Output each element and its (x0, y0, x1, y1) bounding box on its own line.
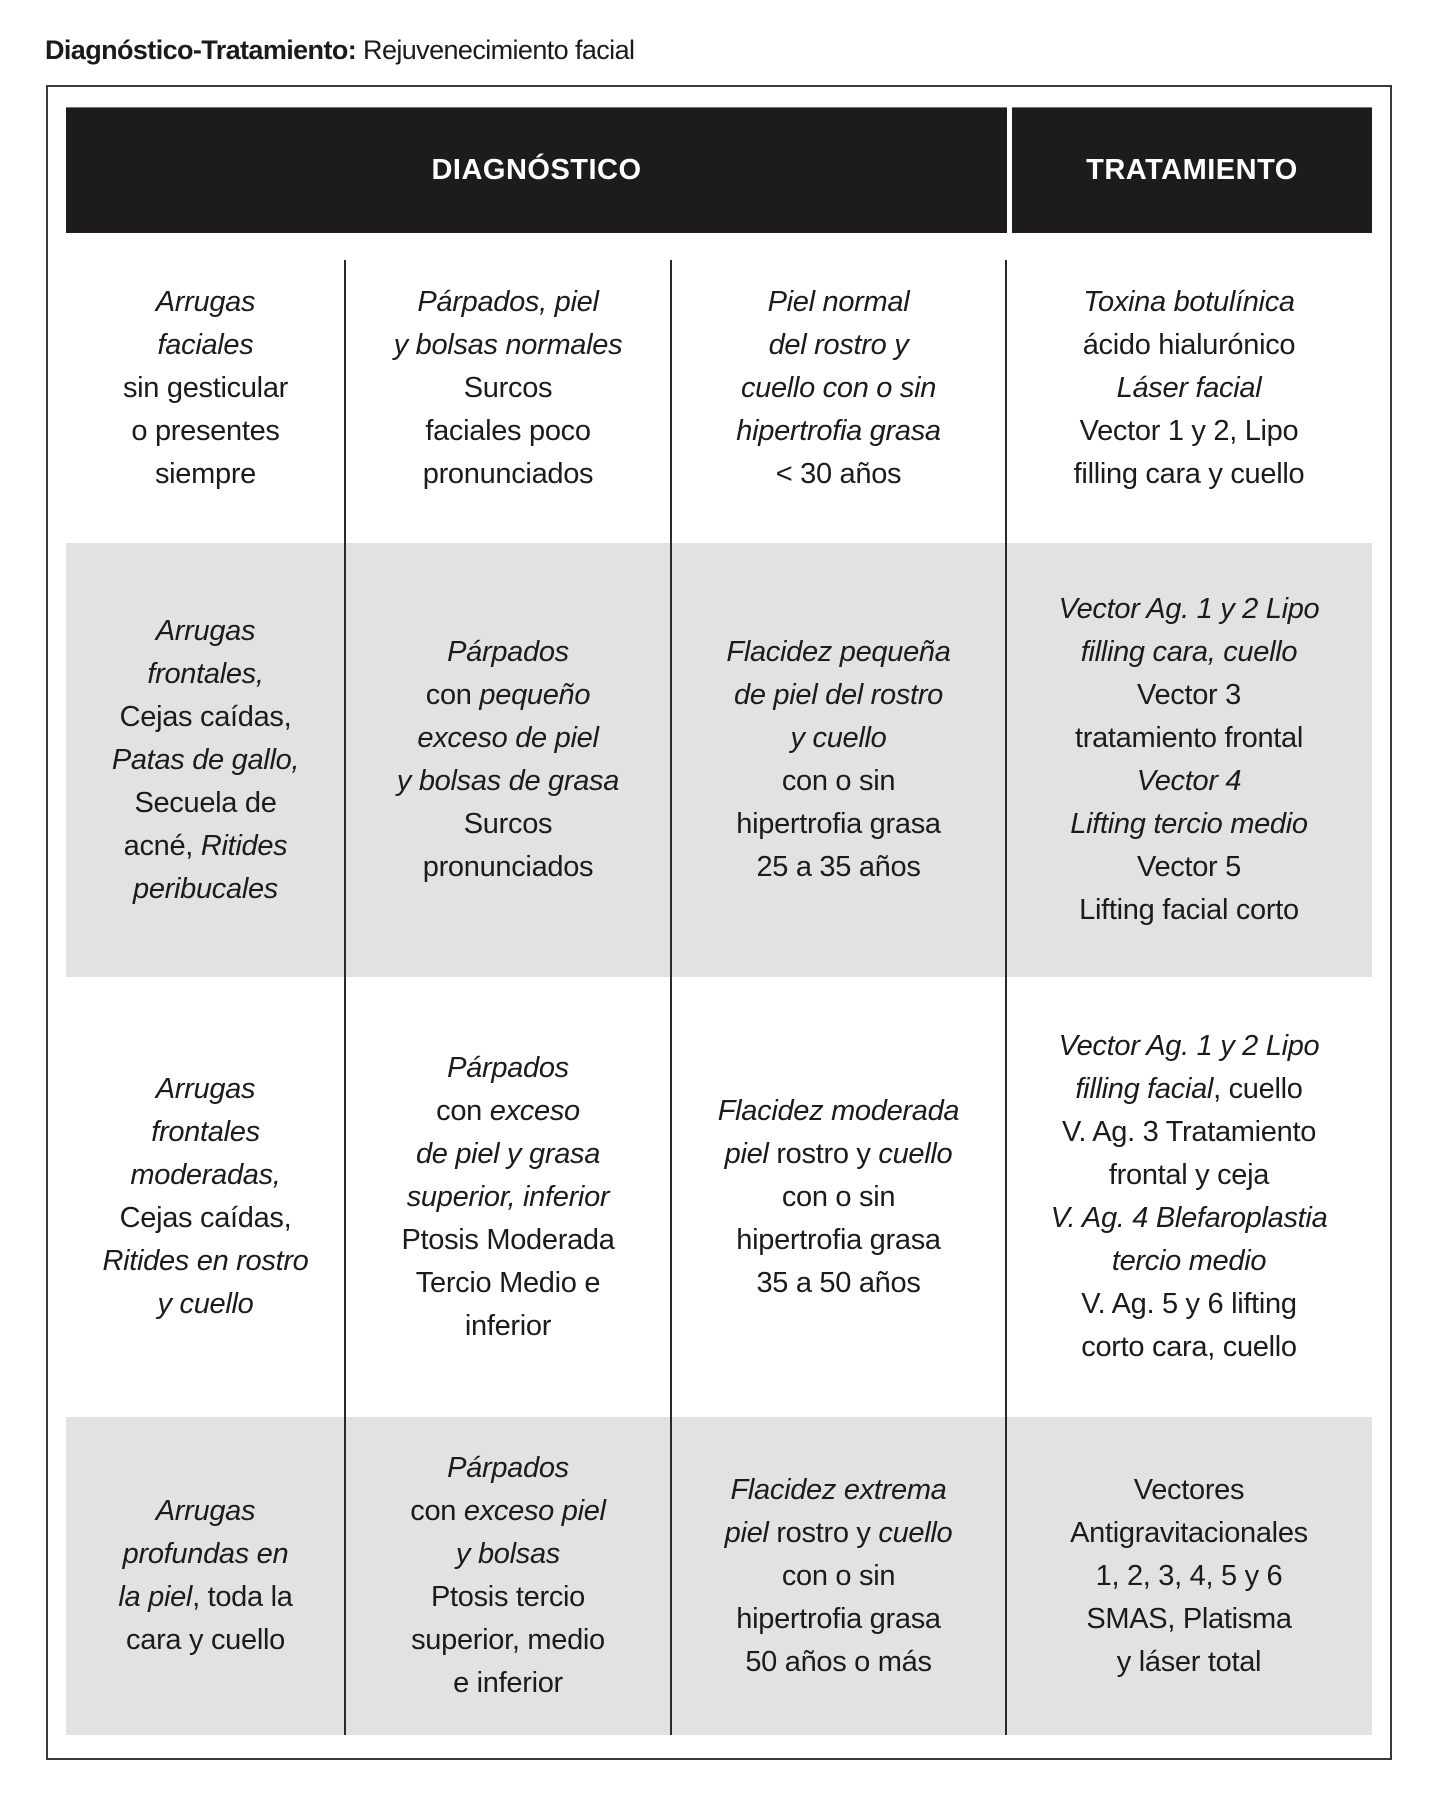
regular-text: Vector 5 (1137, 851, 1241, 883)
cell-line (133, 868, 278, 911)
table-cell-col-arrugas (66, 543, 345, 977)
cell-line (126, 1619, 285, 1662)
regular-text: con (410, 1495, 464, 1527)
document-title (45, 33, 634, 67)
cell-line (394, 324, 623, 367)
table-cell-col-piel (671, 233, 1006, 543)
regular-text: frontal y ceja (1108, 1159, 1270, 1191)
cell-line (1062, 1111, 1316, 1154)
italic-text: Arrugas (155, 285, 256, 318)
regular-text: V. Ag. 5 y 6 lifting (1081, 1288, 1297, 1320)
italic-text: Vector Ag. 1 y 2 Lipo (1058, 1030, 1320, 1062)
italic-text: Párpados (447, 636, 569, 668)
cell-line (1137, 846, 1241, 889)
cell-line (416, 1262, 600, 1305)
italic-text: y cuello (157, 1288, 254, 1320)
regular-text: acné, (123, 829, 201, 862)
regular-text: Vector 1 y 2, Lipo (1079, 414, 1299, 447)
italic-text: Ritides (200, 829, 288, 862)
table-cell-col-parpados (345, 233, 671, 543)
regular-text: o presentes (131, 414, 280, 447)
cell-line (1117, 1641, 1261, 1684)
cell-line (1096, 1555, 1283, 1598)
cell-line (416, 1133, 600, 1176)
cell-line (431, 1576, 585, 1619)
cell-line (156, 1490, 255, 1533)
italic-text: filling cara, cuello (1080, 636, 1298, 668)
italic-text: Vector 4 (1136, 765, 1242, 797)
cell-line (156, 610, 255, 653)
italic-text: y bolsas de grasa (396, 765, 620, 797)
cell-line (1112, 1240, 1266, 1283)
italic-text: de piel y grasa (415, 1137, 601, 1170)
cell-line (782, 760, 895, 803)
cell-line (782, 1176, 895, 1219)
italic-text: Párpados (447, 1452, 569, 1484)
italic-text: de piel del rostro (734, 679, 943, 711)
cell-line (156, 1068, 255, 1111)
table-cell-col-parpados (345, 977, 671, 1417)
cell-line (768, 281, 910, 324)
cell-line (464, 367, 552, 410)
cell-line (734, 674, 943, 717)
cell-line (158, 324, 254, 367)
regular-text: corto cara, cuello (1081, 1331, 1297, 1363)
regular-text: siempre (154, 457, 257, 490)
cell-line (120, 696, 292, 739)
regular-text: 1, 2, 3, 4, 5 y 6 (1095, 1559, 1283, 1592)
regular-text: rostro y (776, 1516, 879, 1549)
cell-line (102, 1240, 308, 1283)
regular-text: rostro y (776, 1137, 879, 1170)
table-cell-col-piel (671, 977, 1006, 1417)
regular-text: con o sin (781, 765, 896, 797)
table-cell-col-arrugas (66, 977, 345, 1417)
regular-text: 35 a 50 años (756, 1266, 921, 1299)
italic-text: hipertrofia grasa (736, 414, 941, 447)
table-cell-col-arrugas (66, 1417, 345, 1735)
regular-text: con o sin (781, 1559, 896, 1592)
italic-text: la piel (118, 1581, 193, 1613)
cell-line (736, 410, 940, 453)
cell-line (456, 1533, 560, 1576)
cell-line (1080, 410, 1299, 453)
cell-line (731, 1469, 947, 1512)
cell-line (425, 410, 590, 453)
cell-line (417, 281, 598, 324)
regular-text: Ptosis Moderada (401, 1223, 615, 1256)
header-tratamiento (1012, 107, 1372, 233)
cell-line (782, 1555, 895, 1598)
title-subject: Rejuvenecimiento facial (356, 35, 635, 65)
regular-text: Surcos (463, 808, 553, 840)
italic-text: cuello con o sin (740, 371, 937, 404)
italic-text: Arrugas (155, 1495, 256, 1527)
header-diagnostico (66, 107, 1007, 233)
italic-text: exceso piel (463, 1495, 606, 1527)
cell-line (756, 846, 920, 889)
regular-text: , cuello (1213, 1073, 1303, 1105)
table-cell-col-parpados (345, 1417, 671, 1735)
regular-text: Tercio Medio e (415, 1266, 601, 1299)
table-cell-col-tratamiento (1006, 1417, 1372, 1735)
cell-line (1086, 1598, 1291, 1641)
italic-text: Láser facial (1116, 371, 1262, 404)
cell-line (776, 453, 902, 496)
regular-text: Cejas caídas, (119, 1202, 292, 1234)
cell-line (1137, 674, 1241, 717)
cell-line (120, 1197, 292, 1240)
regular-text: con (436, 1094, 490, 1127)
cell-line (1083, 281, 1294, 324)
italic-text: Flacidez extrema (730, 1473, 947, 1506)
italic-text: exceso de piel (417, 722, 599, 754)
cell-line (718, 1090, 960, 1133)
italic-text: Piel normal (767, 285, 910, 318)
regular-text: inferior (464, 1309, 552, 1342)
cell-line (436, 1090, 580, 1133)
cell-line (1081, 1283, 1296, 1326)
cell-line (1070, 1512, 1308, 1555)
cell-line (423, 846, 594, 889)
cell-line (745, 1641, 931, 1684)
cell-line (134, 782, 276, 825)
cell-line (725, 1512, 953, 1555)
regular-text: Ptosis tercio (430, 1581, 586, 1613)
italic-text: cuello (878, 1516, 953, 1549)
italic-text: piel (724, 1137, 777, 1170)
cell-line (410, 1490, 605, 1533)
regular-text: pronunciados (422, 457, 594, 490)
regular-text: Lifting facial corto (1079, 894, 1299, 926)
italic-text: y cuello (790, 722, 887, 754)
table-cell-col-tratamiento (1006, 543, 1372, 977)
italic-text: piel (724, 1516, 777, 1549)
cell-line (447, 631, 569, 674)
italic-text: Toxina botulínica (1083, 285, 1295, 318)
italic-text: peribucales (132, 872, 278, 905)
italic-text: V. Ag. 4 Blefaroplastia (1050, 1202, 1328, 1234)
regular-text: con o sin (781, 1180, 896, 1213)
regular-text: e inferior (453, 1667, 563, 1699)
italic-text: tercio medio (1111, 1245, 1267, 1277)
regular-text: con (425, 679, 480, 711)
cell-line (726, 631, 950, 674)
regular-text: y láser total (1116, 1645, 1262, 1678)
regular-text: Antigravitacionales (1070, 1516, 1308, 1549)
regular-text: pronunciados (422, 851, 594, 883)
cell-line (1051, 1197, 1328, 1240)
regular-text: Vectores (1133, 1473, 1245, 1506)
cell-line (1117, 367, 1262, 410)
cell-line (1079, 889, 1299, 932)
italic-text: Ritides en rostro (102, 1245, 309, 1277)
regular-text: faciales poco (425, 414, 591, 447)
italic-text: pequeño (479, 679, 591, 711)
regular-text: sin gesticular (122, 371, 289, 404)
cell-line (1075, 717, 1303, 760)
cell-line (131, 410, 279, 453)
italic-text: filling facial (1075, 1073, 1214, 1105)
regular-text: tratamiento frontal (1074, 722, 1304, 754)
table-cell-col-piel (671, 1417, 1006, 1735)
table-cell-col-tratamiento (1006, 233, 1372, 543)
regular-text: V. Ag. 3 Tratamiento (1061, 1116, 1317, 1148)
cell-line (447, 1047, 569, 1090)
cell-line (1081, 1326, 1296, 1369)
column-divider (1005, 260, 1007, 1735)
cell-line (423, 453, 594, 496)
italic-text: profundas en (122, 1538, 289, 1570)
italic-text: cuello (878, 1137, 953, 1170)
italic-text: exceso (489, 1094, 580, 1127)
cell-line (1074, 453, 1305, 496)
italic-text: frontales (151, 1116, 260, 1148)
cell-line (725, 1133, 953, 1176)
italic-text: Patas de gallo, (111, 743, 300, 776)
cell-line (453, 1662, 563, 1705)
cell-line (124, 825, 288, 868)
regular-text: , toda la (192, 1581, 293, 1613)
table-cell-col-piel (671, 543, 1006, 977)
regular-text: ácido hialurónico (1082, 328, 1296, 361)
regular-text: superior, medio (411, 1624, 605, 1656)
cell-line (1083, 324, 1296, 367)
cell-line (151, 1111, 260, 1154)
cell-line (156, 281, 255, 324)
cell-line (736, 1598, 940, 1641)
italic-text: faciales (157, 328, 254, 361)
italic-text: Arrugas (155, 1073, 256, 1105)
cell-line (1059, 588, 1320, 631)
cell-line (791, 717, 887, 760)
table-cell-col-parpados (345, 543, 671, 977)
cell-line (123, 1533, 289, 1576)
italic-text: frontales, (147, 657, 264, 690)
regular-text: hipertrofia grasa (736, 1223, 941, 1256)
cell-line (411, 1619, 605, 1662)
cell-line (1070, 803, 1307, 846)
cell-line (426, 674, 590, 717)
table-cell-col-arrugas (66, 233, 345, 543)
cell-line (447, 1447, 569, 1490)
cell-line (147, 653, 263, 696)
italic-text: y bolsas (456, 1538, 560, 1570)
regular-text: Surcos (463, 371, 553, 404)
cell-line (407, 1176, 610, 1219)
cell-line (736, 1219, 940, 1262)
cell-line (123, 367, 288, 410)
regular-text: cara y cuello (126, 1624, 285, 1656)
italic-text: Lifting tercio medio (1070, 808, 1308, 840)
italic-text: Vector Ag. 1 y 2 Lipo (1058, 593, 1320, 625)
regular-text: 50 años o más (745, 1645, 932, 1678)
cell-line (118, 1576, 292, 1619)
cell-line (1137, 760, 1242, 803)
cell-line (736, 803, 940, 846)
regular-text: Secuela de (134, 786, 277, 819)
header-diagnostico-label: DIAGNÓSTICO (431, 153, 642, 186)
table-cell-col-tratamiento (1006, 977, 1372, 1417)
cell-line (465, 1305, 551, 1348)
cell-line (1109, 1154, 1269, 1197)
column-divider (670, 260, 672, 1735)
cell-line (130, 1154, 280, 1197)
header-tratamiento-label: TRATAMIENTO (1086, 153, 1298, 186)
italic-text: Arrugas (155, 614, 256, 647)
cell-line (397, 760, 619, 803)
italic-text: y bolsas normales (393, 328, 623, 361)
regular-text: < 30 años (775, 457, 902, 490)
regular-text: 25 a 35 años (756, 851, 921, 883)
column-divider (344, 260, 346, 1735)
regular-text: SMAS, Platisma (1086, 1602, 1292, 1635)
cell-line (417, 717, 598, 760)
regular-text: Vector 3 (1137, 679, 1241, 711)
cell-line (401, 1219, 614, 1262)
title-label: Diagnóstico-Tratamiento: (45, 35, 357, 65)
cell-line (112, 739, 299, 782)
cell-line (464, 803, 552, 846)
cell-line (158, 1283, 254, 1326)
cell-line (1081, 631, 1297, 674)
cell-line (756, 1262, 920, 1305)
cell-line (769, 324, 909, 367)
regular-text: hipertrofia grasa (736, 1602, 941, 1635)
italic-text: moderadas, (130, 1159, 281, 1191)
cell-line (741, 367, 936, 410)
italic-text: superior, inferior (406, 1180, 610, 1213)
italic-text: Flacidez pequeña (726, 636, 951, 668)
cell-line (1059, 1025, 1320, 1068)
regular-text: hipertrofia grasa (736, 808, 941, 840)
cell-line (1075, 1068, 1302, 1111)
regular-text: filling cara y cuello (1073, 457, 1305, 490)
italic-text: Flacidez moderada (717, 1094, 960, 1127)
cell-line (155, 453, 256, 496)
cell-line (1134, 1469, 1244, 1512)
italic-text: Párpados, piel (417, 285, 599, 318)
italic-text: Párpados (447, 1051, 569, 1084)
italic-text: del rostro y (768, 328, 909, 361)
regular-text: Cejas caídas, (119, 700, 292, 733)
